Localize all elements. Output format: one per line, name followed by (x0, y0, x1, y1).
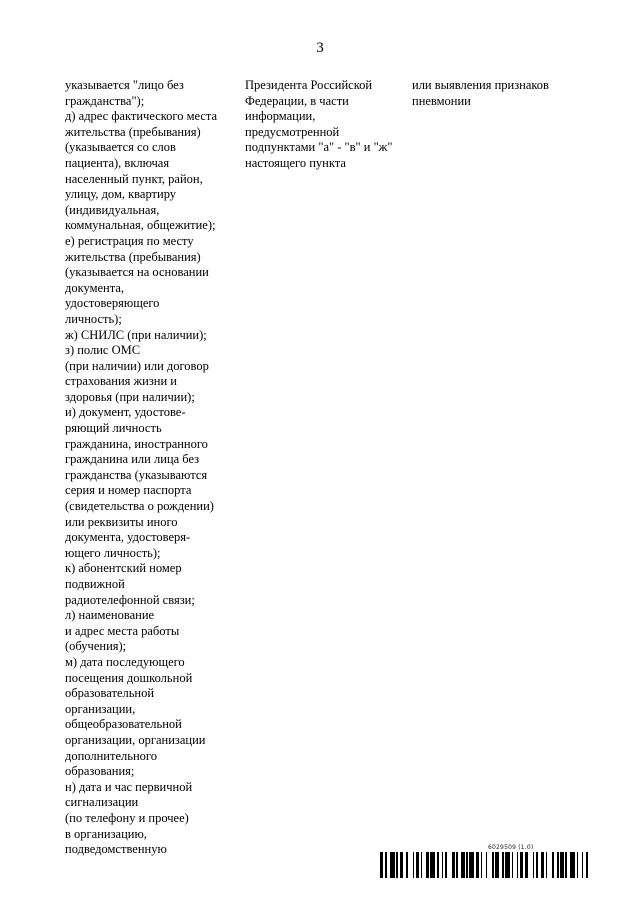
text-line: (указывается со слов (65, 140, 176, 155)
text-line: посещения дошкольной (65, 670, 193, 685)
text-line: Президента Российской (245, 78, 373, 92)
text-line: организации, организации (65, 732, 206, 747)
text-line: и адрес места работы (65, 623, 180, 638)
text-column-1 (65, 78, 237, 858)
text-line: общеобразовательной (65, 717, 182, 732)
barcode-bar (588, 852, 590, 878)
text-line: дополнительного (65, 748, 157, 763)
text-line: здоровья (при наличии); (65, 389, 195, 404)
text-line: серия и номер паспорта (65, 483, 192, 498)
text-line: настоящего пункта (245, 155, 346, 170)
text-column-2 (245, 78, 405, 172)
barcode (380, 852, 590, 878)
text-line: з) полис ОМС (65, 343, 141, 358)
text-line: жительства (пребывания) (65, 124, 201, 139)
text-line: удостоверяющего (65, 296, 160, 311)
document-serial-code: 6029509 (1.0) (488, 844, 534, 851)
text-line: гражданства (указываются (65, 467, 208, 482)
text-line: к) абонентский номер (65, 561, 182, 576)
text-line: (указывается на основании (65, 265, 209, 280)
text-line: пневмонии (412, 93, 471, 108)
text-line: или выявления признаков (412, 78, 549, 92)
text-line: страхования жизни и (65, 374, 177, 389)
text-line: сигнализации (65, 795, 139, 810)
text-line: информации, (245, 109, 316, 124)
text-line: (обучения); (65, 639, 127, 654)
text-line: ж) СНИЛС (при наличии); (65, 327, 207, 342)
text-line: документа, удостоверя- (65, 530, 191, 545)
text-line: подвижной (65, 577, 125, 591)
text-line: подпунктами "а" - "в" и "ж" (245, 140, 393, 155)
text-line: предусмотренной (245, 124, 340, 139)
text-line: и) документ, удостове- (65, 405, 186, 420)
text-line: ющего личность); (65, 545, 161, 560)
text-line: личность); (65, 311, 122, 326)
text-line: (при наличии) или договор (65, 358, 209, 373)
text-line: м) дата последующего (65, 654, 185, 669)
text-line: жительства (пребывания) (65, 249, 201, 264)
text-line: е) регистрация по месту (65, 233, 194, 248)
text-line: ряющий личность (65, 421, 162, 436)
text-line: (индивидуальная, (65, 202, 160, 217)
text-line: (по телефону и прочее) (65, 810, 189, 825)
text-line: населенный пункт, район, (65, 171, 203, 186)
text-line: организации, (65, 701, 136, 716)
text-line: гражданина, иностранного (65, 436, 208, 451)
text-line: гражданства"); (65, 93, 145, 108)
text-line: (свидетельства о рождении) (65, 499, 214, 514)
text-line: Федерации, в части (245, 93, 349, 108)
text-line: гражданина или лица без (65, 452, 200, 467)
text-line: л) наименование (65, 608, 155, 623)
text-column-3 (412, 78, 582, 109)
text-line: радиотелефонной связи; (65, 592, 195, 607)
text-line: документа, (65, 280, 125, 295)
text-line: улицу, дом, квартиру (65, 187, 177, 202)
text-line: указывается "лицо без (65, 78, 184, 92)
text-line: коммунальная, общежитие); (65, 218, 216, 233)
text-line: образования; (65, 764, 135, 779)
text-line: в организацию, (65, 826, 147, 841)
text-line: образовательной (65, 686, 155, 701)
text-line: н) дата и час первичной (65, 779, 193, 794)
text-line: или реквизиты иного (65, 514, 178, 529)
page-number: 3 (316, 40, 324, 56)
text-line: д) адрес фактического места (65, 109, 218, 124)
text-line: пациента), включая (65, 155, 170, 170)
text-line: подведомственную (65, 842, 167, 857)
